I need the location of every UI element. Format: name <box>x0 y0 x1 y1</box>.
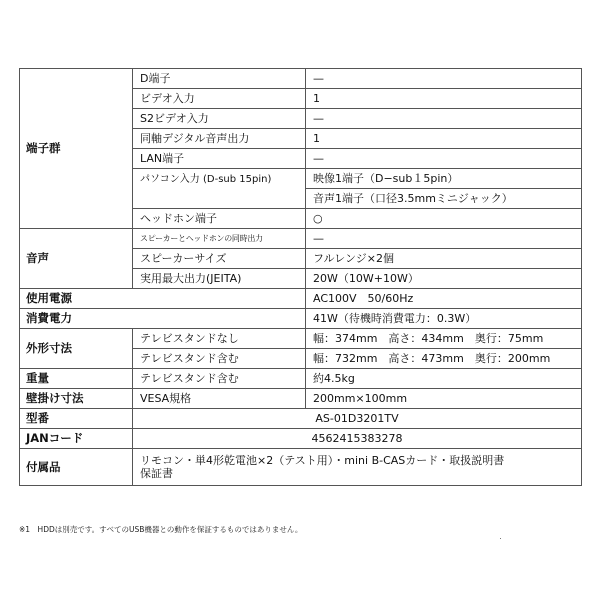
table-row <box>20 429 582 449</box>
category-consumption: 消費電力 <box>20 309 306 329</box>
category-dimensions: 外形寸法 <box>20 329 133 369</box>
category-wall-mount: 壁掛け寸法 <box>20 389 133 409</box>
category-weight: 重量 <box>20 369 133 389</box>
row-value: — <box>306 109 582 129</box>
row-label: 同軸デジタル音声出力 <box>133 129 306 149</box>
row-label: パソコン入力 (D-sub 15pin) <box>133 169 306 209</box>
row-label: S2ビデオ入力 <box>133 109 306 129</box>
row-value: — <box>306 149 582 169</box>
row-value: 映像1端子（D−sub１5pin） <box>306 169 582 189</box>
accessories-line-1: リモコン・単4形乾電池×2（テスト用）・mini B-CASカード・取扱説明書 <box>140 454 505 467</box>
row-label: D端子 <box>133 69 306 89</box>
table-row <box>20 449 582 486</box>
footnote: ※1 HDDは別売です。すべてのUSB機器との動作を保証するものではありません。 <box>19 525 303 534</box>
row-value: — <box>306 69 582 89</box>
row-value: 音声1端子（口径3.5mmミニジャック） <box>306 189 582 209</box>
row-value: 幅：374mm 高さ：434mm 奥行：75mm <box>306 329 582 349</box>
row-value: 200mm×100mm <box>306 389 582 409</box>
row-value: — <box>306 229 582 249</box>
row-label: スピーカーサイズ <box>133 249 306 269</box>
category-audio: 音声 <box>20 229 133 289</box>
row-value <box>133 449 582 486</box>
category-terminals: 端子群 <box>20 69 133 229</box>
table-row <box>20 329 582 349</box>
row-value: 41W（待機時消費電力：0.3W） <box>306 309 582 329</box>
row-value: フルレンジ×2個 <box>306 249 582 269</box>
table-row <box>20 309 582 329</box>
row-label: スピーカーとヘッドホンの同時出力 <box>133 229 306 249</box>
row-label: ビデオ入力 <box>133 89 306 109</box>
category-jan: JANコード <box>20 429 133 449</box>
category-power: 使用電源 <box>20 289 306 309</box>
table-row <box>20 389 582 409</box>
decorative-dot <box>500 538 501 539</box>
table-row <box>20 289 582 309</box>
row-value: ○ <box>306 209 582 229</box>
row-value: 幅：732mm 高さ：473mm 奥行：200mm <box>306 349 582 369</box>
row-label: ヘッドホン端子 <box>133 209 306 229</box>
row-label: テレビスタンドなし <box>133 329 306 349</box>
row-label: LAN端子 <box>133 149 306 169</box>
row-value: 20W（10W+10W） <box>306 269 582 289</box>
table-row <box>20 229 582 249</box>
row-label: 実用最大出力(JEITA) <box>133 269 306 289</box>
row-value: 1 <box>306 89 582 109</box>
category-model: 型番 <box>20 409 133 429</box>
row-value: 約4.5kg <box>306 369 582 389</box>
category-accessories: 付属品 <box>20 449 133 486</box>
table-row <box>20 69 582 89</box>
table-row <box>20 409 582 429</box>
row-label: VESA規格 <box>133 389 306 409</box>
row-value: AC100V 50/60Hz <box>306 289 582 309</box>
table-row <box>20 369 582 389</box>
row-value: 1 <box>306 129 582 149</box>
row-value: 4562415383278 <box>133 429 582 449</box>
row-label: テレビスタンド含む <box>133 369 306 389</box>
spec-table <box>19 68 582 486</box>
accessories-line-2: 保証書 <box>140 467 173 480</box>
row-label: テレビスタンド含む <box>133 349 306 369</box>
row-value: AS-01D3201TV <box>133 409 582 429</box>
